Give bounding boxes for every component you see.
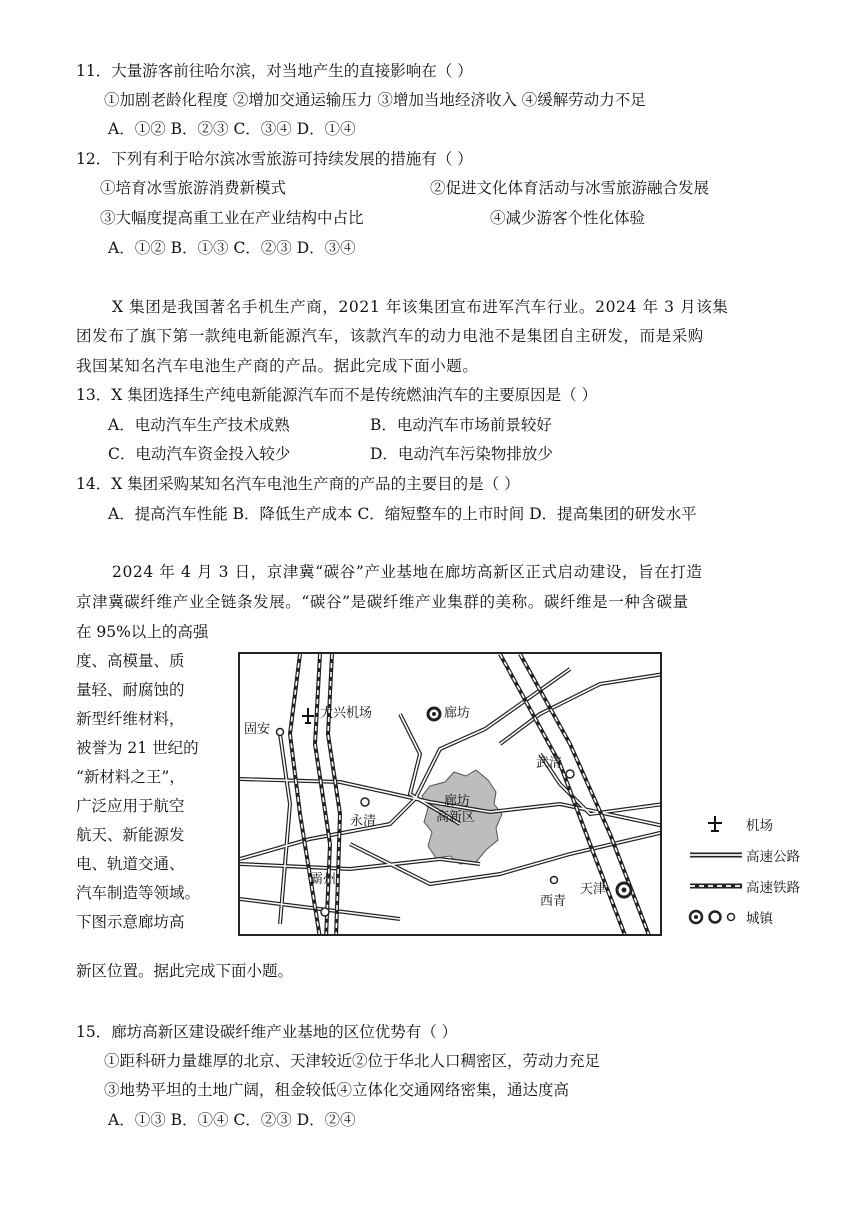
legend-airport [688,814,818,834]
map-label-tianjin: 天津 [580,882,607,897]
airport-icon [302,708,314,724]
passage3-line-2: 京津冀碳纤维产业全链条发展。“碳谷”是碳纤维产业集群的美称。碳纤维是一种含碳量 [76,593,689,611]
legend-town-label: 城镇 [746,911,773,927]
map-label-guan: 固安 [244,722,271,737]
q15-options: A．①③ B．①④ C．②③ D．②④ [108,1111,356,1129]
map-label-wuqing: 武清 [536,756,563,771]
passage3-col-line: 度、高模量、质 [76,652,185,670]
passage3-col-line: 在 95%以上的高强 [76,623,209,641]
legend-highway [688,845,838,865]
map-label-bazhou: 霸州 [310,872,337,887]
legend-town [688,907,838,927]
q15-line-1: ①距科研力量雄厚的北京、天津较近②位于华北人口稠密区，劳动力充足 [104,1052,601,1070]
q12-item-2: ②促进文化体育活动与冰雪旅游融合发展 [430,179,710,197]
langfang-location-map [238,652,662,936]
q12-item-1: ①培育冰雪旅游消费新模式 [100,179,287,197]
legend-airport-icon [704,814,726,834]
legend-highway-label: 高速公路 [746,849,800,865]
q14-stem: 14．X 集团采购某知名汽车电池生产商的产品的主要目的是（ ） [76,475,520,493]
q12-options: A．①② B．①③ C．②③ D．③④ [108,239,356,257]
legend-railway [688,876,838,896]
legend-railway-label: 高速铁路 [746,880,800,896]
q14-options: A．提高汽车性能 B．降低生产成本 C．缩短整车的上市时间 D．提高集团的研发水平 [108,505,697,523]
map-label-gaoxin-1: 廊坊 [444,794,471,809]
passage3-col-line: “新材料之王”， [76,768,185,786]
passage3-col-line: 量轻、耐腐蚀的 [76,681,185,699]
q13-option-a: A．电动汽车生产技术成熟 [108,416,290,434]
town-marker-yongqing [361,798,369,806]
map-label-yongqing: 永清 [350,814,377,829]
passage3-col-line: 新区位置。据此完成下面小题。 [76,962,294,980]
q12-stem: 12．下列有利于哈尔滨冰雪旅游可持续发展的措施有（ ） [76,150,473,168]
passage3-line-1: 2024 年 4 月 3 日，京津冀“碳谷”产业基地在廊坊高新区正式启动建设，旨在打造 [112,563,703,581]
legend-town-symbols [688,907,744,927]
q11-items: ①加剧老龄化程度 ②增加交通运输压力 ③增加当地经济收入 ④缓解劳动力不足 [104,91,646,109]
passage3-col-line: 新型纤维材料， [76,710,185,728]
q11-options: A．①② B．②③ C．③④ D．①④ [108,120,356,138]
q11-stem: 11．大量游客前往哈尔滨，对当地产生的直接影响在（ ） [76,62,473,80]
town-marker-guan [277,729,284,736]
passage3-col-line: 电、轨道交通、 [76,855,185,873]
q15-stem: 15．廊坊高新区建设碳纤维产业基地的区位优势有（ ） [76,1023,458,1041]
passage3-col-line: 下图示意廊坊高 [76,913,185,931]
q12-item-4: ④减少游客个性化体验 [490,209,646,227]
legend-highway-symbol [688,845,744,865]
passage2-line-3: 我国某知名汽车电池生产商的产品。据此完成下面小题。 [76,357,479,375]
passage2-line-1: X 集团是我国著名手机生产商，2021 年该集团宣布进军汽车行业。2024 年 3 月该集 [112,298,729,316]
passage3-col-line: 航天、新能源发 [76,826,185,844]
passage2-line-2: 团发布了旗下第一款纯电新能源汽车，该款汽车的动力电池不是集团自主研发，而是采购 [76,327,704,345]
town-marker-xiqing [551,877,558,884]
passage3-col-line: 广泛应用于航空 [76,797,185,815]
q15-line-2: ③地势平坦的土地广阔，租金较低④立体化交通网络密集，通达度高 [104,1081,570,1099]
map-label-daxing: 大兴机场 [320,706,373,721]
q13-option-b: B．电动汽车市场前景较好 [370,416,552,434]
q13-option-d: D．电动汽车污染物排放少 [370,445,553,463]
q13-stem: 13．X 集团选择生产纯电新能源汽车而不是传统燃油汽车的主要原因是（ ） [76,386,598,404]
map-label-langfang: 廊坊 [444,706,471,721]
passage3-col-line: 汽车制造等领域。 [76,884,201,902]
q12-item-3: ③大幅度提高重工业在产业结构中占比 [100,209,364,227]
q13-option-c: C．电动汽车资金投入较少 [108,445,291,463]
town-marker-wuqing [566,770,574,778]
legend-railway-symbol [688,876,744,896]
passage3-col-line: 被誉为 21 世纪的 [76,739,199,757]
legend-airport-label: 机场 [746,818,773,834]
town-marker-bazhou [321,908,329,916]
map-label-gaoxin-2: 高新区 [436,810,476,825]
map-label-xiqing: 西青 [540,894,567,909]
